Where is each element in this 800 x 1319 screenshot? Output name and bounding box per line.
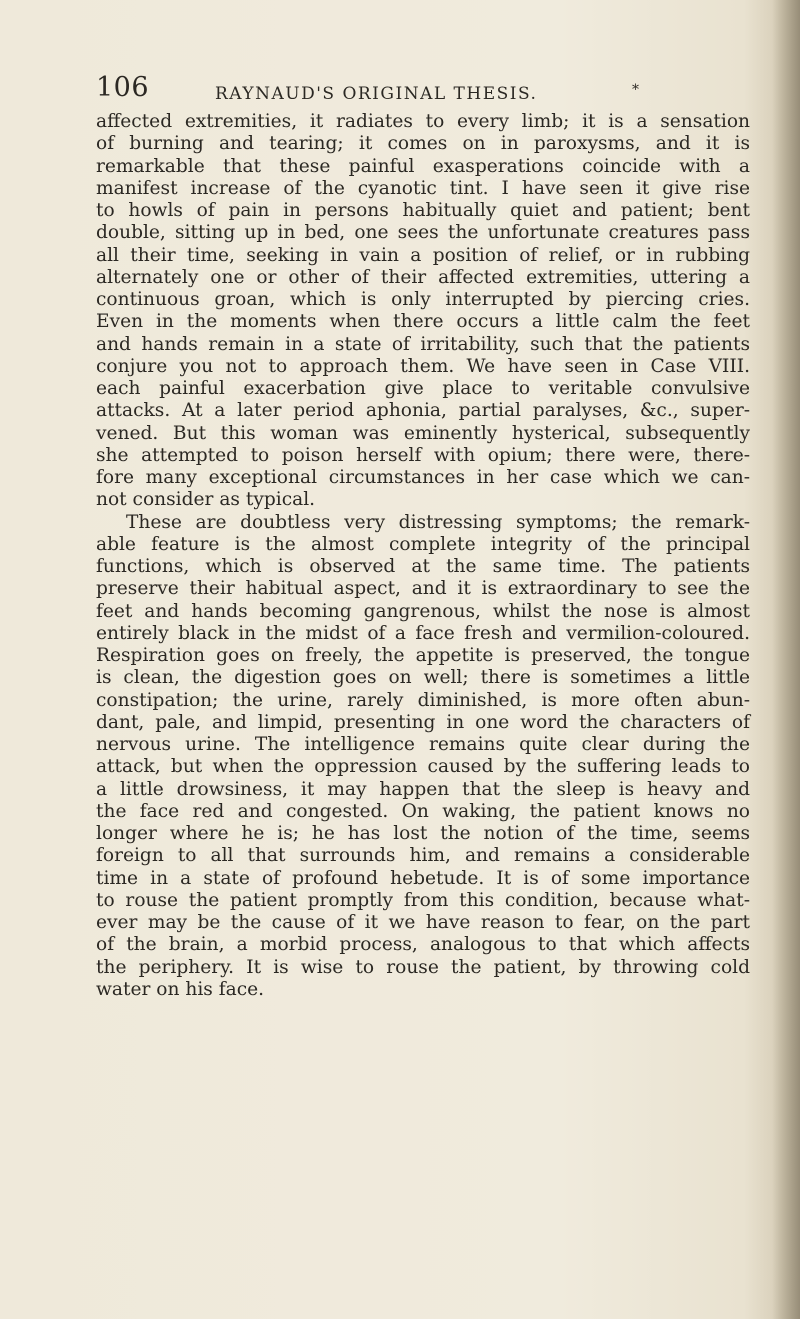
- text-line: all their time, seeking in vain a position of relief, or in rubbing: [96, 244, 750, 266]
- running-title: RAYNAUD'S ORIGINAL THESIS.: [215, 84, 538, 104]
- text-line: each painful exacerbation give place to veritable convulsive: [96, 378, 750, 399]
- text-line: of burning and tearing; it comes on in paroxysms, and it is: [96, 133, 750, 155]
- text-line: vened. But this woman was eminently hysterical, subsequently: [96, 422, 750, 444]
- text-line: of the brain, a morbid process, analogous to that which affects: [96, 934, 750, 956]
- text-line: feet and hands becoming gangrenous, whilst the nose is almost: [96, 600, 750, 622]
- text-line: and hands remain in a state of irritability, such that the patients: [96, 333, 750, 355]
- text-line: dant, pale, and limpid, presenting in one word the characters of: [96, 711, 750, 733]
- text-line: Even in the moments when there occurs a little calm the feet: [96, 311, 750, 333]
- text-line: manifest increase of the cyanotic tint. I have seen it give rise: [96, 177, 750, 199]
- text-line: is clean, the digestion goes on well; there is sometimes a little: [96, 667, 750, 689]
- text-line: able feature is the almost complete integrity of the principal: [96, 533, 750, 555]
- text-line: to howls of pain in persons habitually quiet and patient; bent: [96, 200, 750, 221]
- text-line: longer where he is; he has lost the notion of the time, seems: [96, 823, 750, 844]
- text-line: fore many exceptional circumstances in her case which we can-: [96, 467, 750, 488]
- text-line: foreign to all that surrounds him, and remains a considerable: [96, 845, 750, 867]
- text-line: nervous urine. The intelligence remains quite clear during the: [96, 734, 750, 755]
- text-line: time in a state of profound hebetude. It is of some importance: [96, 867, 750, 889]
- text-line: conjure you not to approach them. We have seen in Case VIII.: [96, 355, 750, 377]
- body-text: [96, 111, 750, 1001]
- text-line: a little drowsiness, it may happen that the sleep is heavy and: [96, 778, 750, 800]
- text-line: attack, but when the oppression caused by the suffering leads to: [96, 756, 750, 778]
- text-line: preserve their habitual aspect, and it is extraordinary to see the: [96, 578, 750, 600]
- text-line: she attempted to poison herself with opium; there were, there-: [96, 444, 750, 466]
- page-number: 106: [96, 72, 150, 103]
- text-line: ever may be the cause of it we have reason to fear, on the part: [96, 912, 750, 933]
- text-line: double, sitting up in bed, one sees the unfortunate creatures pass: [96, 222, 750, 244]
- printer-mark: *: [632, 82, 639, 98]
- text-line: the face red and congested. On waking, the patient knows no: [96, 800, 750, 822]
- page-spine-shadow: [772, 0, 800, 1319]
- text-line: Respiration goes on freely, the appetite is preserved, the tongue: [96, 645, 750, 666]
- paragraph-end-line: not consider as typical.: [96, 489, 316, 511]
- text-line: continuous groan, which is only interrupted by piercing cries.: [96, 289, 750, 310]
- paragraph-start-line: These are doubtless very distressing symptoms; the remark-: [126, 511, 750, 533]
- text-line: functions, which is observed at the same time. The patients: [96, 556, 750, 577]
- text-line: entirely black in the midst of a face fresh and vermilion-coloured.: [96, 622, 750, 644]
- text-line: alternately one or other of their affected extremities, uttering a: [96, 266, 750, 288]
- text-line: affected extremities, it radiates to every limb; it is a sensation: [96, 111, 750, 132]
- paragraph-end-line: water on his face.: [96, 978, 265, 1000]
- text-line: remarkable that these painful exasperations coincide with a: [96, 155, 750, 177]
- text-line: the periphery. It is wise to rouse the patient, by throwing cold: [96, 956, 750, 978]
- text-line: constipation; the urine, rarely diminished, is more often abun-: [96, 689, 750, 711]
- text-line: attacks. At a later period aphonia, partial paralyses, &c., super-: [96, 400, 750, 422]
- text-line: to rouse the patient promptly from this condition, because what-: [96, 889, 750, 911]
